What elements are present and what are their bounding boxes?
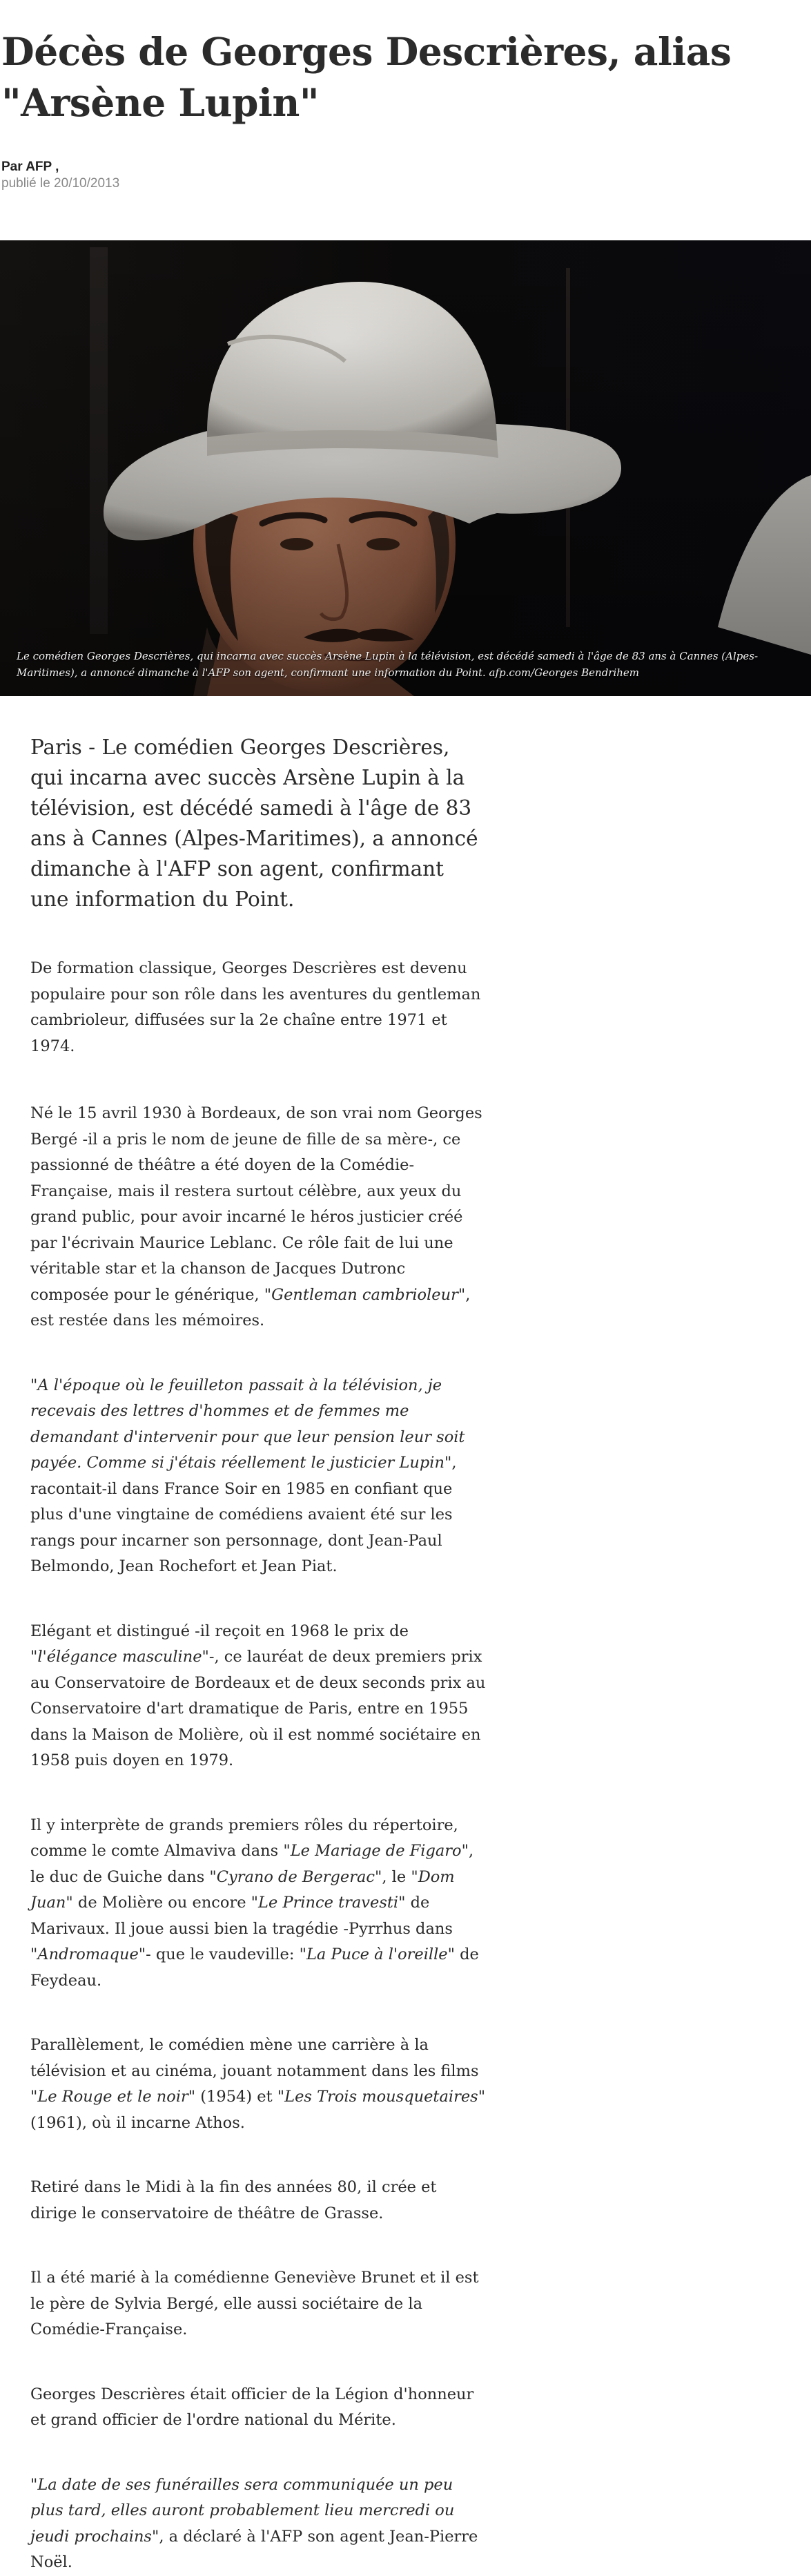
portrait-photo-illustration <box>0 240 811 696</box>
play-title: La Puce à l'oreille <box>306 1945 448 1963</box>
play-title: Le Prince travesti <box>258 1894 399 1912</box>
text: ", racontait-il dans France Soir en 1985 en confiant que plus d'une vingtaine de comédiens avaient été sur les rangs pour incarner son personnage, dont Jean-Paul Belmondo, Jean Rochefort et Jean Piat. <box>30 1454 457 1575</box>
text: ", le " <box>375 1867 418 1886</box>
paragraph-8: Il a été marié à la comédienne Geneviève Brunet et il est le père de Sylvia Bergé, elle aussi sociétaire de la Comédie-Française. <box>30 2269 479 2338</box>
text: " <box>30 2475 38 2494</box>
film-title: Les Trois mousquetaires <box>284 2088 478 2106</box>
article-body <box>30 696 486 2576</box>
text: "-, ce lauréat de deux premiers prix au Conservatoire de Bordeaux et de deux seconds prix au Conservatoire d'art dramatique de Paris, entre en 1955 dans la Maison de Molière, où il est nommé sociétaire en 1958 puis doyen en 1979. <box>30 1648 486 1769</box>
text: " (1954) et " <box>188 2088 285 2106</box>
text: Parallèlement, le comédien mène une carrière à la télévision et au cinéma, jouant notamment dans les films " <box>30 2036 479 2106</box>
photo-caption: Le comédien Georges Descrières, qui incarna avec succès Arsène Lupin à la télévision, est décédé samedi à l'âge de 83 ans à Cannes (Alpes-Maritimes), a annoncé dimanche à l'AFP son agent, confirmant une information du Point. afp.com/Georges Bendrihem <box>17 650 759 679</box>
quote: A l'époque où le feuilleton passait à la télévision, je recevais des lettres d'hommes et de femmes me demandant d'intervenir pour que leur pension leur soit payée. Comme si j'étais réellement le justicier Lupin <box>30 1376 465 1472</box>
paragraph-2 <box>30 1101 486 1334</box>
text: ", a déclaré à l'AFP son agent Jean-Pierre Noël. <box>30 2527 478 2571</box>
lead-paragraph: Paris - Le comédien Georges Descrières, qui incarna avec succès Arsène Lupin à la télévision, est décédé samedi à l'âge de 83 ans à Cannes (Alpes-Maritimes), a annoncé dimanche à l'AFP son agent, confirmant une information du Point. <box>30 736 478 911</box>
byline-author: Par AFP , <box>1 160 59 174</box>
song-title: Gentleman cambrioleur <box>271 1285 458 1304</box>
paragraph-4 <box>30 1619 486 1774</box>
article-header <box>0 0 811 192</box>
text: " <box>30 1376 38 1394</box>
article-title: Décès de Georges Descrières, alias "Arsène Lupin" <box>1 29 732 125</box>
paragraph-5 <box>30 1813 486 1995</box>
text: "- que le vaudeville: " <box>138 1945 306 1963</box>
play-title: Cyrano de Bergerac <box>216 1867 375 1886</box>
text: Elégant et distingué -il reçoit en 1968 le prix de " <box>30 1622 409 1666</box>
play-title: Andromaque <box>37 1945 139 1963</box>
hero-photo <box>0 240 811 696</box>
paragraph-7: Retiré dans le Midi à la fin des années 80, il crée et dirige le conservatoire de théâtre de Grasse. <box>30 2178 437 2222</box>
text: " de Molière ou encore " <box>66 1894 259 1912</box>
quote: La date de ses funérailles sera communiquée un peu plus tard, elles auront probablement lieu mercredi ou jeudi prochains <box>30 2475 455 2546</box>
text: " de Marivaux. Il joue aussi bien la tragédie -Pyrrhus dans " <box>30 1894 453 1963</box>
paragraph-10 <box>30 2472 486 2576</box>
award-name: l'élégance masculine <box>37 1648 202 1666</box>
film-title: Le Rouge et le noir <box>37 2088 188 2106</box>
paragraph-1: De formation classique, Georges Descrières est devenu populaire pour son rôle dans les aventures du gentleman cambrioleur, diffusées sur la 2e chaîne entre 1971 et 1974. <box>30 959 481 1055</box>
text: ", est restée dans les mémoires. <box>30 1285 471 1329</box>
play-title: Le Mariage de Figaro <box>290 1842 462 1860</box>
paragraph-6 <box>30 2032 486 2136</box>
text: Né le 15 avril 1930 à Bordeaux, de son vrai nom Georges Bergé -il a pris le nom de jeune de fille de sa mère-, ce passionné de théâtre a été doyen de la Comédie-Française, mais il restera surtout célèbre, aux yeux du grand public, pour avoir incarné le héros justicier créé par l'écrivain Maurice Leblanc. Ce rôle fait de lui une véritable star et la chanson de Jacques Dutronc composée pour le générique, " <box>30 1104 482 1304</box>
text: " de Feydeau. <box>30 1945 479 1990</box>
paragraph-9: Georges Descrières était officier de la Légion d'honneur et grand officier de l'ordre national du Mérite. <box>30 2385 474 2429</box>
text: ", le duc de Guiche dans " <box>30 1842 474 1886</box>
play-title: Dom Juan <box>30 1867 455 1912</box>
paragraph-3 <box>30 1373 486 1580</box>
byline <box>0 159 811 192</box>
text: Il y interprète de grands premiers rôles du répertoire, comme le comte Almaviva dans " <box>30 1816 458 1860</box>
publish-date: publié le 20/10/2013 <box>1 176 120 191</box>
text: " (1961), où il incarne Athos. <box>30 2088 486 2132</box>
